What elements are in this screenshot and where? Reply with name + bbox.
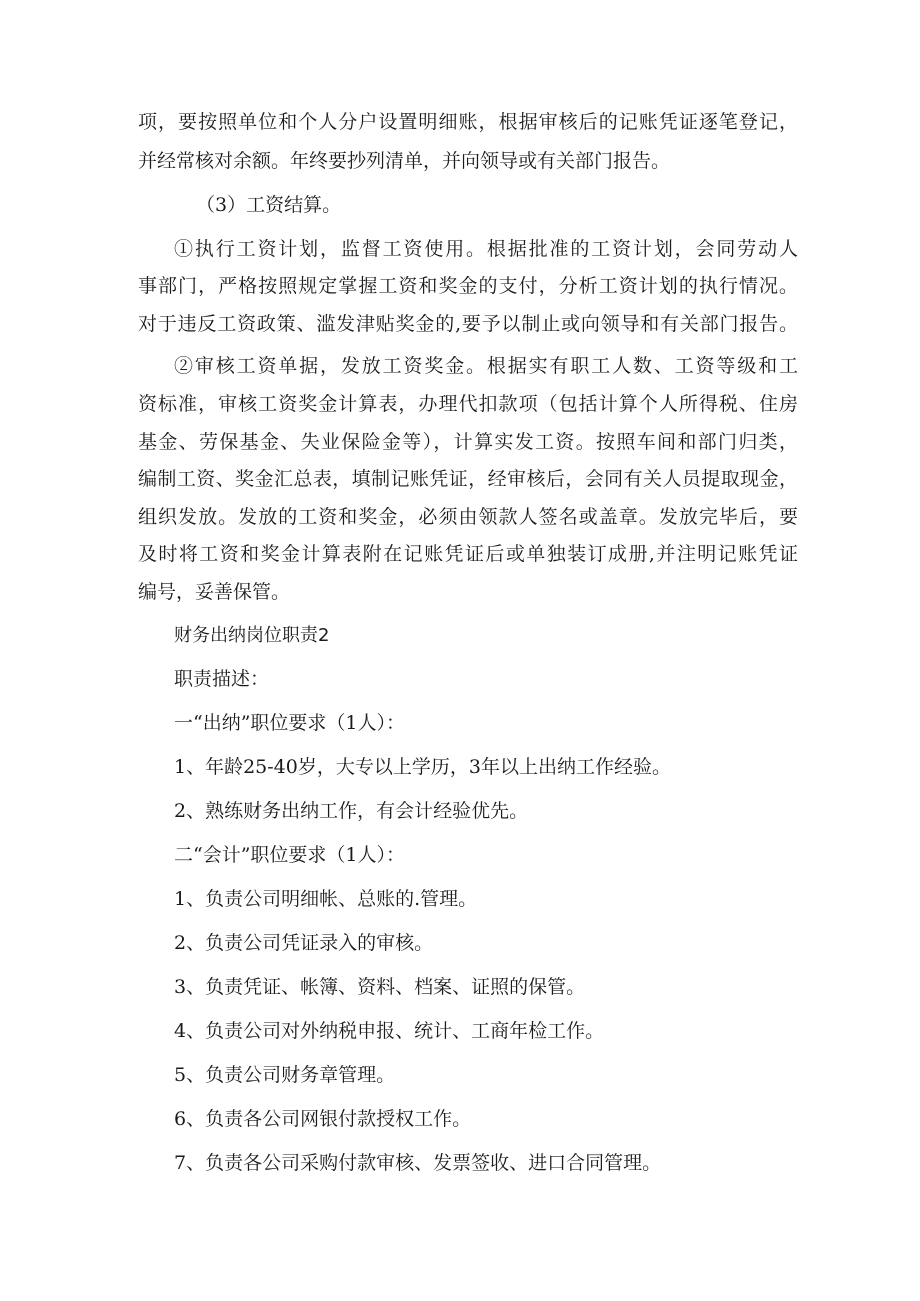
paragraph-line: 及时将工资和奖金计算表附在记账凭证后或单独装订成册,并注明记账凭证 <box>138 543 798 565</box>
list-item: 2、负责公司凭证录入的审核。 <box>174 932 434 954</box>
paragraph-line: 基金、劳保基金、失业保险金等），计算实发工资。按照车间和部门归类， <box>138 431 798 453</box>
paragraph-line: 编制工资、奖金汇总表，填制记账凭证，经审核后，会同有关人员提取现金， <box>138 468 798 490</box>
paragraph-line: 事部门，严格按照规定掌握工资和奖金的支付，分析工资计划的执行情况。 <box>138 275 798 297</box>
list-item: 2、熟练财务出纳工作，有会计经验优先。 <box>174 800 529 822</box>
list-item: 7、负责各公司采购付款审核、发票签收、进口合同管理。 <box>174 1152 662 1174</box>
paragraph-line: 编号，妥善保管。 <box>138 581 291 603</box>
paragraph-line: ②审核工资单据，发放工资奖金。根据实有职工人数、工资等级和工 <box>174 355 798 377</box>
duty-description-label: 职责描述： <box>174 668 270 690</box>
section-heading: （3）工资结算。 <box>196 194 342 216</box>
list-item: 3、负责凭证、帐簿、资料、档案、证照的保管。 <box>174 976 586 998</box>
cashier-heading: 一“出纳”职位要求（1人）： <box>174 712 406 734</box>
paragraph-line: 组织发放。发放的工资和奖金，必须由领款人签名或盖章。发放完毕后，要 <box>138 506 798 528</box>
list-item: 1、负责公司明细帐、总账的.管理。 <box>174 888 478 910</box>
section-title: 财务出纳岗位职责2 <box>174 625 330 646</box>
paragraph-line: ①执行工资计划，监督工资使用。根据批准的工资计划，会同劳动人 <box>174 238 798 260</box>
list-item: 5、负责公司财务章管理。 <box>174 1064 396 1086</box>
list-item: 6、负责各公司网银付款授权工作。 <box>174 1108 472 1130</box>
paragraph-line: 对于违反工资政策、滥发津贴奖金的,要予以制止或向领导和有关部门报告。 <box>138 313 798 335</box>
accountant-heading: 二“会计”职位要求（1人）： <box>174 844 406 866</box>
paragraph-line: 资标准，审核工资奖金计算表，办理代扣款项（包括计算个人所得税、住房 <box>138 393 798 415</box>
list-item: 4、负责公司对外纳税申报、统计、工商年检工作。 <box>174 1020 605 1042</box>
paragraph-line: 项，要按照单位和个人分户设置明细账，根据审核后的记账凭证逐笔登记， <box>138 111 798 133</box>
paragraph-line: 并经常核对余额。年终要抄列清单，并向领导或有关部门报告。 <box>138 150 671 172</box>
list-item: 1、年龄25-40岁，大专以上学历，3年以上出纳工作经验。 <box>174 756 671 778</box>
